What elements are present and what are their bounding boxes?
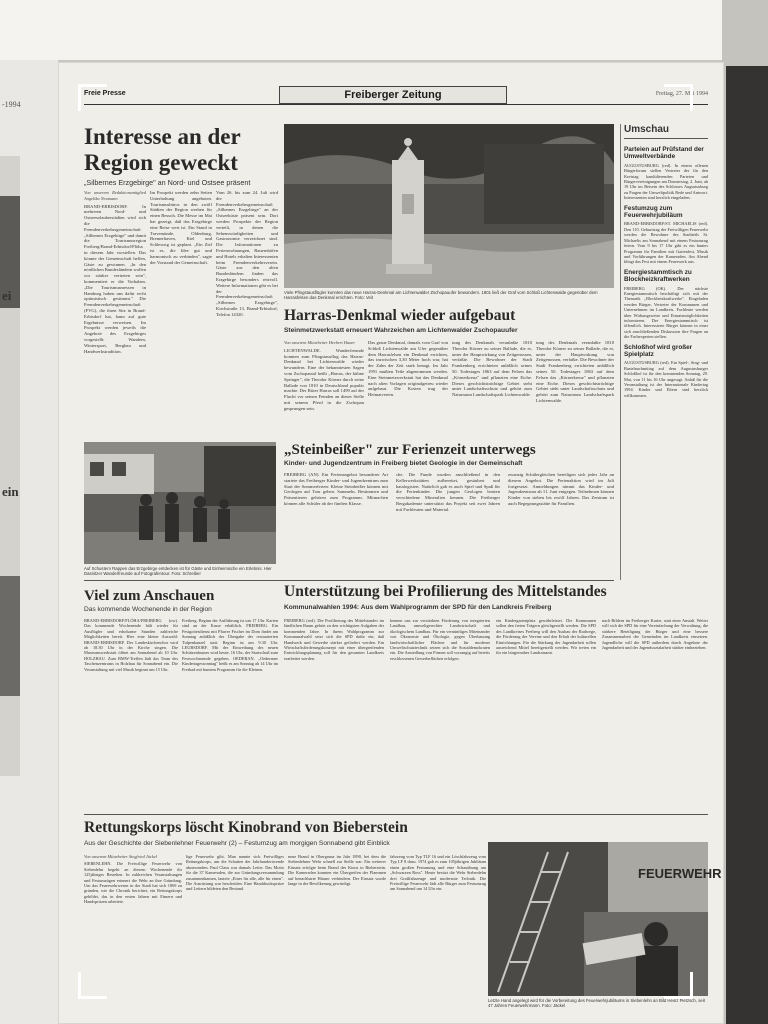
article-column (536, 340, 614, 436)
sidebar-item (624, 146, 708, 201)
article-text: zwanzig Schülergleichen beteiligen sich jedes Jahr an diesem Angebot. Die Ferienaktion wird im Juli fortgesetzt. Anmeldungen nimmt das Kinder- und Jugendzentrum ab 11. Juni entgegen. Teilnehmen können Kinder von sieben bis zwölf Jahren. Das Zentrum ist auch Begegnungsstätte für Familien. (508, 472, 614, 506)
article-column (284, 472, 388, 568)
crop-guide-bottom-left (78, 972, 107, 999)
article-text: FREIBERG (AN). Ein Ferienangebot besonderer Art startete das Freiberger Kinder- und Jugendzentrum zum Start der Sommerferien: Kleine Steinbeißer können mit Geologen auf Tour gehen. Sammeln, Bestimmen und Präsentieren gehören zum Programm. Mitmachen können alle Schüler ab der fünften Klasse. (284, 472, 388, 506)
photo-caption: Letzte Hand angelegt wird für die Vorbereitung des Feuerwehrjubiläums in Siebenlehn an Bild Heinz Pietzsch, seit 47 Jahren Feuerwehrmann. Foto: Jäckel (488, 998, 705, 1009)
article-deck: Steinmetzwerkstatt erneuert Wahrzeichen am Lichtenwalder Zschopauufer (284, 327, 518, 334)
article-headline: Interesse an der Region geweckt (84, 124, 241, 175)
sidebar-divider (620, 124, 621, 580)
sidebar-item-headline: Schloßhof wird großer Spielplatz (624, 343, 693, 358)
article-headline: Harras-Denkmal wieder aufgebaut (284, 307, 516, 324)
article-text: Freiberg. Beginn der Aufführung ist um 17 Uhr. Karten sind an der Kasse erhältlich. FREIBERG. Ein Festgottesdienst mit Pfarrer Fischer im Dom findet am Sonntag anläßlich der Übergabe der restaurierten Tulpenkanzel statt. Beginn ist um 9.30 Uhr. LEUBSDORF. Mit der Einweihung des neuen Schützenhauses wird heute, 16 Uhr, der Startschuß zum Festwochenende gegeben. OEDERAN. „Oederaner Kindertagessonntag" heißt es am Sonntag ab 14 Uhr im Freibad mit buntem Programm für die Kleinen. (182, 618, 278, 672)
byline: Von unserem Mitarbeiter Herbert Hauer (284, 340, 356, 345)
article-text: FREIBERG (red). Die Profilierung des Mittelstandes im ländlichen Raum gehört zu den wichtigsten Aufgaben der kommenden Jahre. In ihrem Wahlprogramm zur Kommunalwahl setzt sich die SPD dafür ein, daß Handwerk und Gewerbe stärker gefördert werden. Ein Wirtschaftsförderungskonzept mit einer übergreifenden Entwicklungsplanung soll für den gesamten Landkreis erarbeitet werden. (284, 618, 384, 661)
article-column (284, 618, 384, 810)
sidebar-item-headline: Parteien auf Prüfstand der Umweltverbände (624, 146, 704, 161)
article-deck: Kommunalwahlen 1994: Aus dem Wahlprogramm der SPD für den Landkreis Freiberg (284, 604, 552, 611)
article-text: ein Kindergartenplatz gewährleistet. Die Kommunen sollen den freien Trägern gleichgestellt werden. Die SPD des Landkreises Freiberg will den Ausbau der Radwege, die Förderung der Vereine und den Erhalt der kulturellen Einrichtungen. Für die Stärkung der Jugendarbeit sollen ausreichend Mittel bereitgestellt werden. Wir treten ein für ein bürgernahes Landratsamt. (496, 618, 596, 656)
adjacent-page-photo-2 (0, 576, 20, 696)
article-column (602, 618, 708, 810)
article-text: tung des Denkmals veranlaßte 1810 Theodor Körner zu seiner Ballade, die er, unter der Hauptwirkung von Zeitgenossen, verfaßte. Die Bewohner der Stadt Frankenberg errichteten anläßlich seines 50. Todestages 1863 auf dem Felsen das „Körnerkreuz" und pflanzten eine Eiche. Dieses geschichtsträchtige Gebiet steht unter Landschaftsschutz und gehört zum Naturraum Landschaftspark Lichtenwalde. (536, 340, 614, 403)
article-column (150, 190, 212, 436)
newspaper-page (58, 62, 724, 1024)
monument-photo-art (284, 124, 614, 288)
article-text: lige Feuerwehr gibt. Man nannte sich Freiwilliges Rettungskorps, um die Schatten der Jahrhundertwende abzuwenden. Paul Claus war damals Leiter. Das Motto für die 37 Kameraden, die zur Gründungsversammlung zusammenkamen, lautete „Einer für alle, alle für einen". Die Ausrüstung war bescheiden. Eine Handdruckspritze und Leitern bildeten den Bestand. (186, 854, 284, 892)
sidebar-item (624, 344, 708, 399)
article-text: Vom 26. bis zum 24. Juli wird die Fremdenverkehrsgemeinschaft „Silbernes Erzgebirge" an der Ostseeküste präsent sein. Dort werden Prospekte der Region verteilt, in denen die Sehenswürdigkeiten und Gastronomie verzeichnet sind. Die Informationen zu Ferienwohnungen, Bauernhöfen und Hotels erhalten Interessenten beim Fremdenverkehrsverein. Gäste aus den alten Bundesländern finden das Erzgebirge besonders reizvoll. Weitere Informationen gibt es bei der Fremdenverkehrsgemeinschaft „Silbernes Erzgebirge", Kirchstraße 13, Brand-Erbisdorf, Telefon 14320. (216, 190, 278, 317)
sidebar-item-text: AUGUSTUSBURG (red). In einem offenen Bürgerforum stellen Vertreter der für den Kreistag kandidierenden Parteien und Bürgervereinigungen am Donnerstag, 2. Juni, ab 19 Uhr im Beisein des Schlosses Augustusburg zu Fragen der Umweltpolitik Rede und Antwort. Interessenten sind herzlich eingeladen. (624, 162, 708, 201)
hikers-photo-art (84, 442, 276, 564)
article-column (396, 472, 500, 568)
article-column (368, 340, 448, 436)
article-deck: Aus der Geschichte der Siebenlehner Feuerwehr (2) – Festumzug am morgigen Sonnabend gibt Einblick (84, 840, 390, 847)
article-text: tung des Denkmals veranlaßte 1810 Theodor Körner zu seiner Ballade, die er, unter der Hauptwirkung von Zeitgenossen, verfaßte. Die Bewohner der Stadt Frankenberg errichteten anläßlich seines 50. Todestages 1863 auf dem Felsen das „Körnerkreuz" und pflanzten eine Eiche. Dieses geschichtsträchtige Gebiet steht unter Landschaftsschutz und gehört zum Naturraum Landschaftspark Lichtenwalde. (452, 340, 532, 398)
article-text: Das graue Denkmal, damals vom Graf von Schloß Lichtenwalde am Ufer gegenüber dem Harrasfelsen ein Denkmal errichten, das inzwischen 3,30 Meter hoch war, hat der Zahn der Zeit stark benagt. Im Jahr 1991 mußten Teile abgenommen werden. Eine Steinmetzwerkstatt hat das Denkmal nach alten Vorlagen originalgetreu wieder aufgebaut. Die Kosten trug der Heimatverein. (368, 340, 448, 398)
crop-guide-top-right (664, 84, 693, 111)
article-text: che. Die Funde wurden anschließend in den Kellerwerkstätten aufbereitet, gesäubert und katalogisiert. Natürlich gab es auch Spiel und Spaß für die Ferienkinder. Die jungen Geologen lernten verschiedene Mineralien kennen. Die Freiberger Bergakademie unterstützt das Projekt seit zwei Jahren mit Fachleuten und Material. (396, 472, 500, 512)
section-title: Freiberger Zeitung (279, 86, 507, 104)
photo-caption: Viele Pfingstausflügler konnten das neue Harras-Denkmal am Lichtenwalder Zschopauufer bewundern. 1801 ließ der Graf vom Schloß Lichtenwalde gegenüber dem Harrasfelsen das Denkmal errichten. Foto: Veit (284, 290, 598, 301)
background-top (0, 0, 768, 60)
sidebar-item-text: AUGUSTUSBURG (red). Ein Spiel-, Sing- und Bastelnachmittag auf dem Augustusburger Schloßhof ist für den kommenden Sonntag, 29. Mai, von 11 bis 16 Uhr angesagt. Anlaß für die Veranstaltung ist der Internationale Kindertag 1994. Kinder und Eltern sind herzlich willkommen. (624, 360, 708, 398)
article-text: Im Prospekt werden zehn Seiten Unterhaltung angeboten. Tourismusbüros in den zwölf Städten der Region werben für einen Besuch. Die Messe im Mai hat gezeigt, daß das Erzgebirge eine Reise wert ist. Ein Stand in Travemünde, Oldenburg, Bremerhaven, Kiel und Schleswig ist geplant. „Ein Ziel ist es, die Idee gut und harmonisch zu verbinden", sagte der Vorstand der Gemeinschaft. (150, 190, 212, 265)
article-column (216, 190, 278, 436)
article-text: BRAND-ERBISDORF/FLÖHA/FREIBERG (ow). Das kommende Wochenende hält wieder für Ausflügler und erholsame Stunden zahlreiche Möglichkeiten bereit. Hier eine kleine Auswahl: BRAND-ERBISDORF. Der Landeskirchenchor wird ab 18.30 Uhr in der Kirche singen. Die Museumswerkstatt öffnet am Sonnabend ab 10 Uhr. HOLZHAU. Zum BMW-Treffen lädt das Team des Taschenzentrums in Holzhau für Sonnabend ein. Die Veranstaltung mit viel Musik beginnt um 15 Uhr. (84, 618, 178, 672)
harras-monument-photo (284, 124, 614, 288)
divider (84, 580, 614, 581)
adjacent-page-text-2: ein (2, 484, 19, 499)
article-column (186, 854, 284, 1000)
sidebar-title: Umschau (624, 124, 670, 135)
article-column (284, 340, 364, 436)
umschau-sidebar (624, 142, 708, 578)
adjacent-page-text: ei (2, 288, 12, 303)
article-headline: Unterstützung bei Profilierung des Mittelstandes (284, 583, 607, 600)
article-headline: Viel zum Anschauen (84, 588, 215, 604)
byline: Von unserem Redaktionsmitglied Angelika Neumann (84, 190, 146, 201)
article-text: LICHTENWALDE. Wanderfreunde konnten zum Pfingstausflug das Harras-Denkmal bei Lichtenwalde wieder bewundern. Eine der bekanntesten Sagen vom Zschopautal heißt „Harras, der kühne Springer", die Theodor Körner durch seine Ballade von 1810 in Deutschland populär machte. Der Ritter Harras soll 1499 auf der Flucht vor seinen Feinden an dieser Stelle mit seinem Pferd in die Zschopau gesprungen sein. (284, 347, 364, 411)
article-column (496, 618, 596, 810)
article-headline: „Steinbeißer" zur Ferienzeit unterwegs (284, 442, 536, 458)
sidebar-title-rule (624, 138, 708, 139)
crop-guide-top-left (78, 84, 107, 111)
page-header (84, 88, 708, 105)
article-column (182, 618, 278, 810)
sidebar-item (624, 269, 708, 340)
adjacent-page-date: -1994 (2, 100, 21, 109)
article-text: kennen uns zur verstärkten Förderung von integrierten Landbau, umweltgerechter Landwirtschaft und ökologischem Landbau. Für ein vernünftiges Miteinander von Ökonomie und Ökologie, gegen Überbauung landwirtschaftlicher Flächen und für moderne Umweltschutztechnik setzen sich die Sozialdemokraten ein. Die Ansiedlung von Firmen soll vorrangig auf bereits erschlossenen Gewerbeflächen erfolgen. (390, 618, 490, 661)
divider (84, 814, 708, 815)
article-headline: Rettungskorps löscht Kinobrand von Bieberstein (84, 819, 408, 836)
byline: Von unserem Mitarbeiter Siegfried Jäckel (84, 854, 157, 859)
feuerwehr-sign: FEUERWEHR (638, 866, 722, 881)
article-column (288, 854, 386, 1000)
adjacent-page-edge (0, 60, 58, 1024)
sidebar-item-text: FREIBERG (OK). Der nächste Energiestammtisch beschäftigt sich mit der Thematik „Blockheizkraftwerke". Eingeladen werden Bürger, Vertreter der Kommunen und Unternehmen im Landkreis. Fachleute werden über Wirkungsweise und Einsatzmöglichkeiten informieren. Der Energiestammtisch ist öffentlich. Interessierte Bürger können in einer sich anschließenden Diskussion ihre Fragen an die Fachexperten stellen. (624, 285, 708, 340)
article-text: fahrzeug vom Typ TLF 16 und ein Löschfahrzeug vom Typ LF 8 dazu. 1974 gab es zum 105jährigen Jubiläum einen großen Festumzug und eine Schauübung am „Schwarzen Ross". Heute besitzt die Wehr Siebenlehn drei Großfahrzeuge und modernste Technik. Die Freiwillige Feuerwehr lädt alle Bürger zum Festumzug am Sonnabend um 14 Uhr ein. (390, 854, 486, 892)
hikers-photo (84, 442, 276, 564)
article-column (390, 854, 486, 1000)
section-left: Freie Presse (84, 90, 126, 97)
article-column (84, 618, 178, 810)
article-deck: Das kommende Wochenende in der Region (84, 606, 212, 613)
crop-guide-bottom-right (664, 972, 693, 999)
issue-date: Freitag, 27. Mai 1994 (655, 91, 708, 97)
article-text: BRAND-ERBISDORF. In mehreren Nord- und Ostseeurlauberstädten wird sich die Fremdenverkehrsgemeinschaft „Silbernes Erzgebirge" und damit die Tourismusregion Freiberg/Brand-Erbisdorf/Flöha in diesem Jahr vorstellen. Das könnte der Gemeinschaft helfen, Gäste zu gewinnen. „In den nördlichen Bundesländern wollen wir stärker vertreten sein", kommentiert er die Vorhaben. „Die Tourismusmessen in Hamburg haben uns dafür recht optimistisch gestimmt." Die Fremdenverkehrsgemeinschaft (FVG), die ihren Sitz in Brand-Erbisdorf hat, kann auf gute Ergebnisse verweisen. Im Prospekt werden jeweils die Angebote des Erzgebirges vorgestellt: Wandern, Wintersport, Bergbau und Handwerkstradition. (84, 203, 146, 354)
article-deck: „Silbernes Erzgebirge" an Nord- und Ostsee präsent (84, 178, 251, 187)
article-column (84, 190, 146, 436)
photo-caption: Auf Schustern Rappen das Erzgebirge entdecken ist für Gäste und Einheimische ein Erlebnis. Hier Dasnitzer Wanderfreunde auf Fotografentour. Foto: Schreiber (84, 566, 272, 577)
background-right (722, 0, 768, 1024)
article-column (508, 472, 614, 568)
sidebar-item-headline: Energiestammtisch zu Blockheizkraftwerken (624, 268, 692, 284)
article-column (452, 340, 532, 436)
article-text: neue Brand in Obergruna im Jahr 1890, bei dem die Siebenlehner Wehr schnell zur Stelle war. Ein weiterer Einsatz erfolgte beim Brand des Kinos in Bieberstein. Die Kameraden konnten ein Übergreifen der Flammen auf benachbarte Häuser verhindern. Der Einsatz wurde lange in der Bevölkerung gewürdigt. (288, 854, 386, 887)
sidebar-item-headline: Festumzug zum Feuerwehrjubiläum (624, 204, 683, 220)
article-text: nach Bildern im Freiberger Kurier, statt einer Anstalt. Weiter will sich die SPD für eine Vereinfachung der Verwaltung, die stärkere Beteiligung der Bürger und eine bessere Zusammenarbeit der Gemeinden im Landkreis einsetzen. Jugendliche will die SPD außerdem durch Angebote der Jugendarbeit und der Jugendsozialarbeit stärker einbeziehen. (602, 618, 708, 651)
article-text: SIEBENLEHN. Die Freiwillige Feuerwehr von Siebenlehn begeht an diesem Wochenende ihr 125jähriges Bestehen. In zahlreichen Veranstaltungen und Festumzügen erinnert die Wehr an ihre Gründung. Um das Feuerwehrwesen in der Stadt hat sich 1869 zu gründen, wie die Chronik berichtet, ein Rettungskorps gebildet, das in den ersten Jahren mit Eimern und Handspritzen arbeitete. (84, 861, 182, 905)
sidebar-item-text: BRAND-ERBISDORF/ST. MICHAELIS (red). Den 110. Geburtstag der Freiwilligen Feuerwehr werden die Bewohner des Stadtteils St. Michaelis am Sonnabend mit einem Festumzug feiern. Vom 9 bis 17 Uhr gibt es ein buntes Programm für Familien mit Gartenfest, Musik und Vorführungen der Kameraden. Am Abend klingt das Fest mit einem Feuerwerk aus. (624, 221, 708, 265)
article-deck: Kinder- und Jugendzentrum in Freiberg bietet Geologie in der Gemeinschaft (284, 460, 523, 467)
sidebar-item (624, 205, 708, 265)
article-column (390, 618, 490, 810)
